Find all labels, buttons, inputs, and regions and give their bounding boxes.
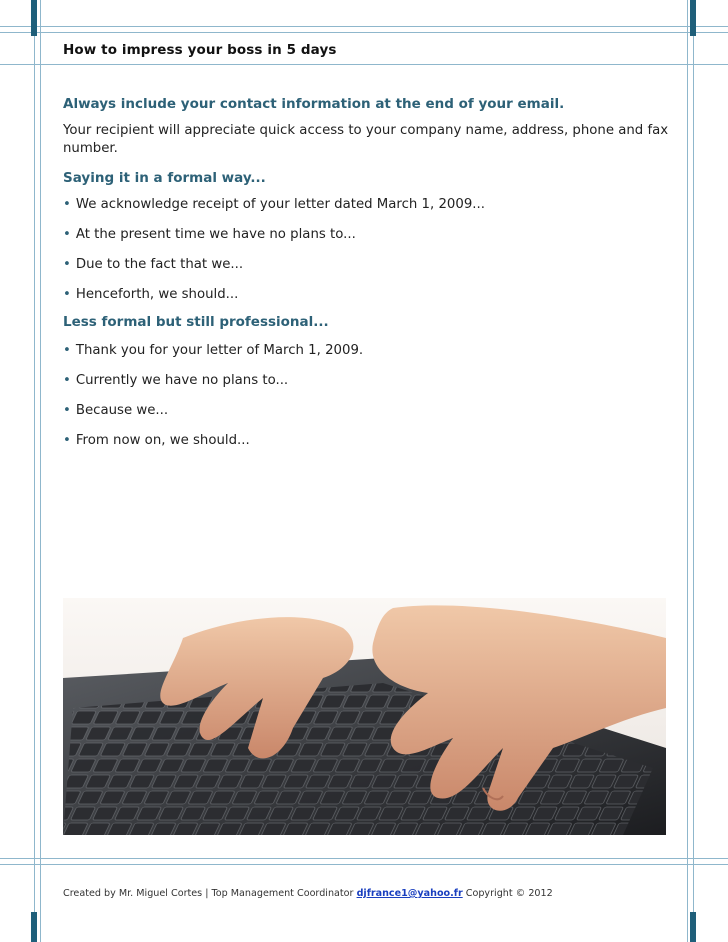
frame-line-left: [34, 0, 35, 942]
informal-item: • From now on, we should...: [63, 433, 250, 448]
informal-item: • Thank you for your letter of March 1, 2009.: [63, 343, 364, 358]
frame-corner-bottom-left: [31, 912, 37, 942]
frame-line-top-inner: [0, 32, 728, 33]
formal-item: • Due to the fact that we...: [63, 257, 244, 272]
frame-corner-top-left: [31, 0, 37, 36]
bullet-icon: •: [63, 373, 71, 388]
frame-line-top: [0, 26, 728, 27]
frame-line-right-inner: [687, 0, 688, 942]
footer-rule-inner: [0, 864, 728, 865]
informal-item: • Because we...: [63, 403, 169, 418]
contact-info-paragraph: Your recipient will appreciate quick access to your company name, address, phone and fax number.: [63, 123, 669, 156]
formal-item: • We acknowledge receipt of your letter dated March 1, 2009...: [63, 197, 485, 212]
header-rule: [0, 64, 728, 65]
informal-heading: Less formal but still professional...: [63, 314, 329, 330]
bullet-icon: •: [63, 343, 71, 358]
bullet-icon: •: [63, 197, 71, 212]
formal-item: • At the present time we have no plans to...: [63, 227, 356, 242]
typing-hands-photo: [63, 598, 666, 835]
bullet-icon: •: [63, 227, 71, 242]
frame-corner-bottom-right: [690, 912, 696, 942]
bullet-icon: •: [63, 257, 71, 272]
footer-credit: Created by Mr. Miguel Cortes | Top Management Coordinator: [63, 888, 354, 899]
bullet-icon: •: [63, 287, 71, 302]
formal-heading: Saying it in a formal way...: [63, 170, 266, 186]
frame-line-left-inner: [40, 0, 41, 942]
formal-item: • Henceforth, we should...: [63, 287, 239, 302]
bullet-icon: •: [63, 433, 71, 448]
page-title: How to impress your boss in 5 days: [63, 42, 337, 58]
footer-rule: [0, 858, 728, 859]
frame-corner-top-right: [690, 0, 696, 36]
document-body: [63, 96, 673, 450]
footer: [63, 888, 553, 899]
contact-info-heading: Always include your contact information at the end of your email.: [63, 96, 565, 112]
informal-item: • Currently we have no plans to...: [63, 373, 289, 388]
footer-copyright: Copyright © 2012: [465, 888, 553, 899]
bullet-icon: •: [63, 403, 71, 418]
footer-email-link[interactable]: djfrance1@yahoo.fr: [356, 888, 463, 899]
frame-line-right: [693, 0, 694, 942]
